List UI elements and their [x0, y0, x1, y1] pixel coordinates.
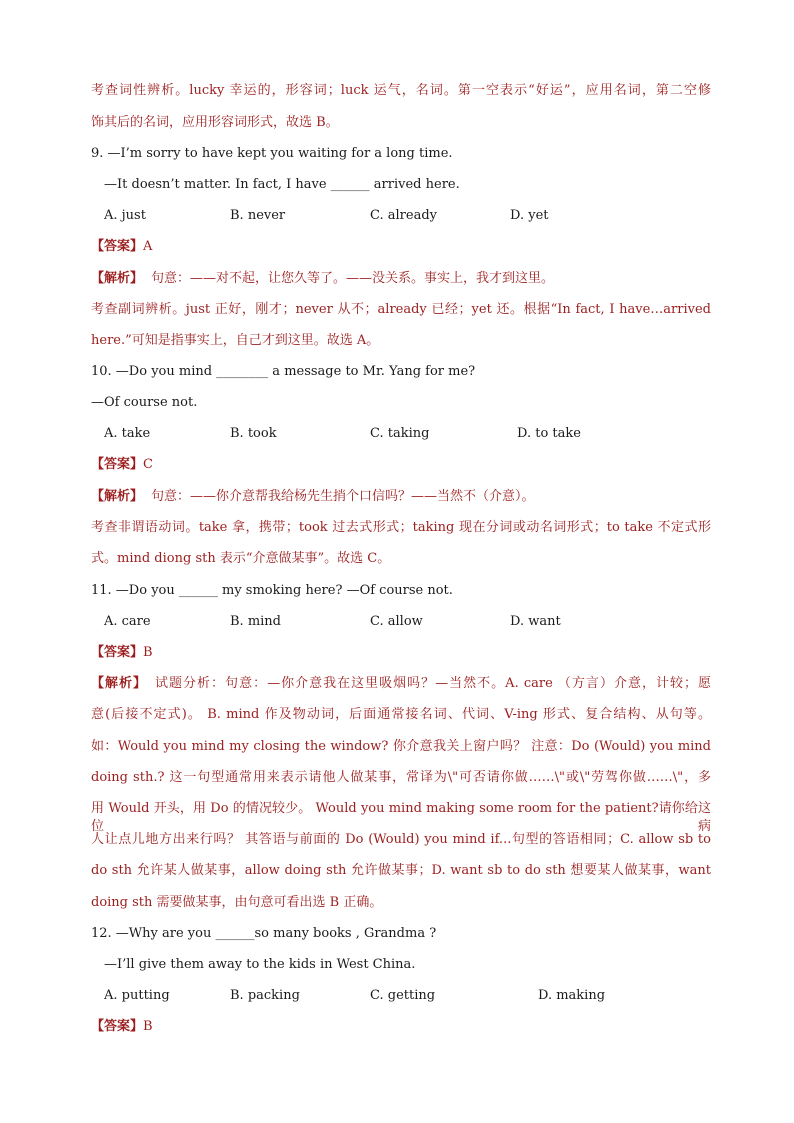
q11-explanation-7: do sth 允许某人做某事，allow doing sth 允许做某事；D. want sb to do sth 想要某人做某事，want [91, 863, 711, 878]
q11-explanation-6: 人让点儿地方出来行吗？ 其答语与前面的 Do (Would) you mind if...句型的答语相同；C. allow sb to [91, 832, 711, 847]
q10-option-c: C. taking [370, 426, 430, 441]
q12-option-c: C. getting [370, 988, 436, 1003]
q9-reply: —It doesn’t matter. In fact, I have ______ arrived here. [104, 177, 460, 192]
q9-explanation-1: 考查副词辨析。just 正好，刚才；never 从不；already 已经；yet 还。根据“In fact, I have…arrived [91, 302, 711, 317]
intro-line-1: 考查词性辨析。lucky 幸运的，形容词；luck 运气，名词。第一空表示“好运”，应用名词，第二空修 [91, 83, 711, 98]
intro-line-2: 饰其后的名词，应用形容词形式，故选 B。 [91, 115, 339, 130]
q10-explanation-2: 式。mind diong sth 表示“介意做某事”。故选 C。 [91, 551, 391, 566]
q9-option-a: A. just [104, 208, 146, 223]
q11-explanation-8: doing sth 需要做某事，由句意可看出选 B 正确。 [91, 895, 383, 910]
q12-reply: —I’ll give them away to the kids in West China. [104, 957, 416, 972]
answer-label: 【答案】 [91, 239, 144, 254]
analysis-label: 【解析】 [91, 489, 144, 504]
q10-explanation-1: 考查非谓语动词。take 拿，携带；took 过去式形式；taking 现在分词或动名词形式；to take 不定式形 [91, 520, 711, 535]
q9-analysis [91, 270, 711, 288]
q11-option-c: C. allow [370, 614, 423, 629]
q11-explanation-3: 如：Would you mind my closing the window? 你介意我关上窗户吗？ 注意：Do (Would) you mind [91, 739, 711, 754]
q12-option-d: D. making [538, 988, 606, 1003]
q9-stem: 9. —I’m sorry to have kept you waiting for a long time. [91, 146, 453, 161]
q10-reply: —Of course not. [91, 395, 198, 410]
q11-analysis [91, 675, 711, 693]
q12-answer [91, 1018, 711, 1036]
answer-label: 【答案】 [91, 1019, 144, 1034]
q10-answer [91, 456, 711, 474]
q11-option-b: B. mind [230, 614, 281, 629]
analysis-text: 句意：——对不起，让您久等了。——没关系。事实上，我才到这里。 [151, 271, 555, 286]
q11-explanation-5: 用 Would 开头，用 Do 的情况较少。 Would you mind making some room for the patient?请你给这位病 [91, 801, 711, 834]
q9-option-d: D. yet [510, 208, 549, 223]
q11-answer [91, 644, 711, 662]
q11-explanation-2: 意(后接不定式)。 B. mind 作及物动词，后面通常接名词、代词、V-ing 形式、复合结构、从句等。 [91, 707, 711, 722]
q9-answer [91, 238, 711, 256]
analysis-text: 试题分析：句意：—你介意我在这里吸烟吗？—当然不。A. care （方言）介意，计较；愿 [155, 676, 711, 691]
q9-option-b: B. never [230, 208, 286, 223]
q11-option-d: D. want [510, 614, 561, 629]
q10-analysis [91, 488, 711, 506]
answer-label: 【答案】 [91, 645, 144, 660]
q10-option-d: D. to take [517, 426, 581, 441]
q12-option-b: B. packing [230, 988, 300, 1003]
q10-option-b: B. took [230, 426, 277, 441]
analysis-label: 【解析】 [91, 676, 148, 691]
q12-option-a: A. putting [104, 988, 170, 1003]
q9-option-c: C. already [370, 208, 437, 223]
answer-value: B [143, 1019, 153, 1034]
answer-label: 【答案】 [91, 457, 144, 472]
q10-option-a: A. take [104, 426, 151, 441]
answer-value: C [143, 457, 153, 472]
analysis-text: 句意：——你介意帮我给杨先生捎个口信吗？——当然不（介意）。 [151, 489, 535, 504]
q12-stem: 12. —Why are you ______so many books , Grandma ? [91, 926, 437, 941]
analysis-label: 【解析】 [91, 271, 144, 286]
q9-explanation-2: here.”可知是指事实上，自己才到这里。故选 A。 [91, 333, 380, 348]
q11-explanation-4: doing sth.? 这一句型通常用来表示请他人做某事，常译为\"可否请你做……\"或\"劳驾你做……\"，多 [91, 770, 711, 785]
answer-value: A [143, 239, 153, 254]
q11-stem: 11. —Do you ______ my smoking here? —Of course not. [91, 583, 453, 598]
q10-stem: 10. —Do you mind ________ a message to Mr. Yang for me? [91, 364, 476, 379]
answer-value: B [143, 645, 153, 660]
q11-option-a: A. care [104, 614, 151, 629]
